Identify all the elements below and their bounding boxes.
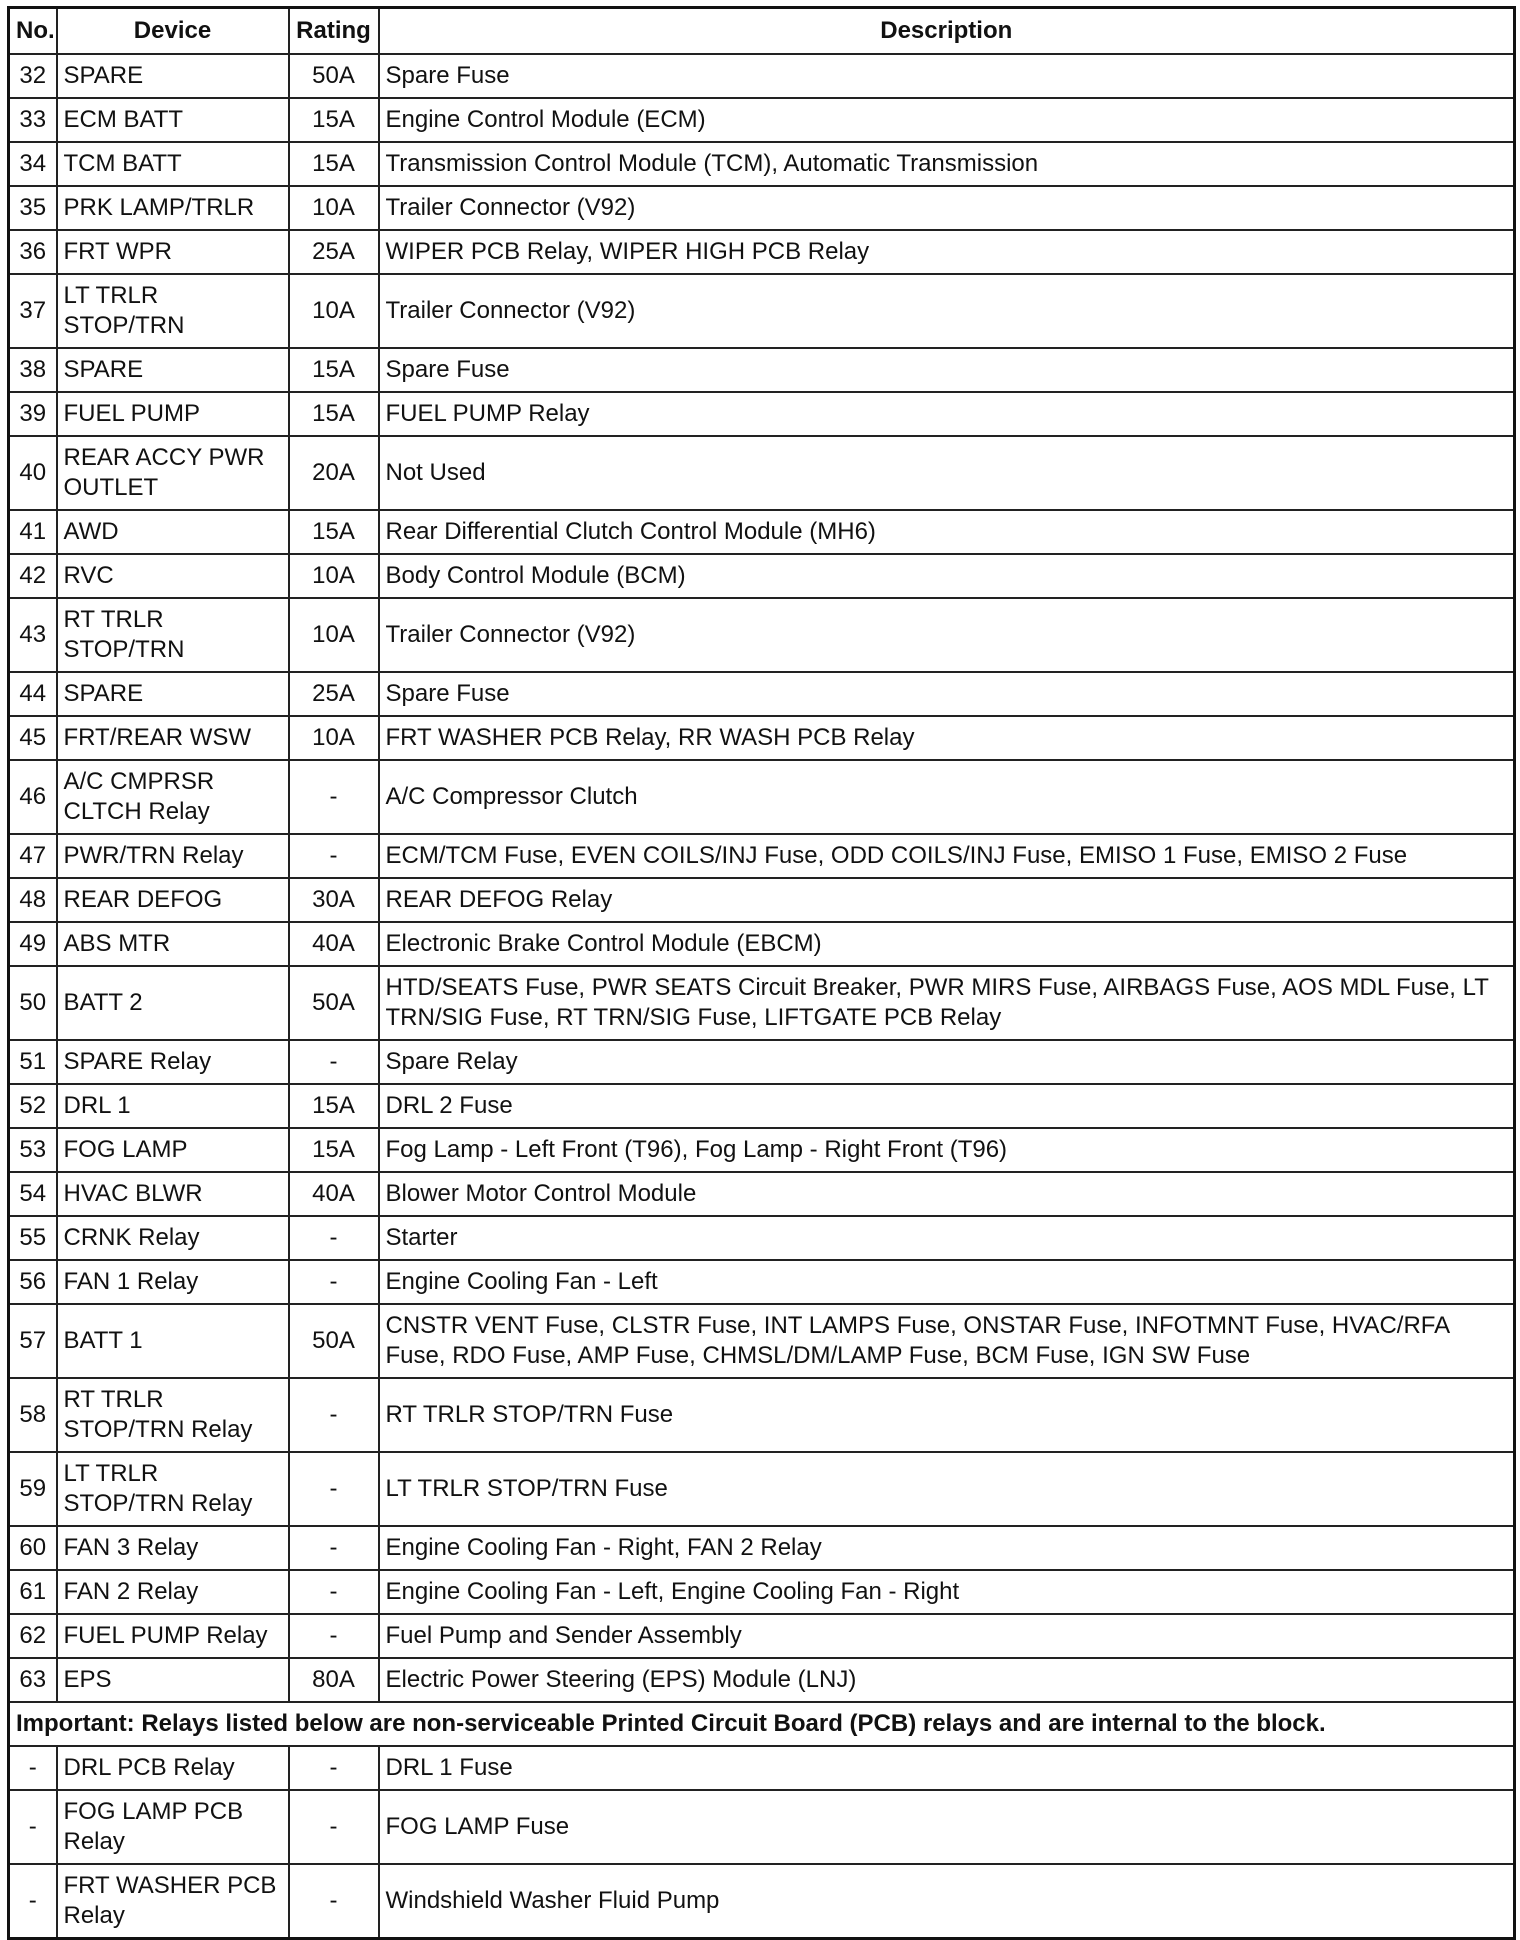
cell-device: RVC [57,554,289,598]
header-rating: Rating [289,8,379,55]
table-row [9,230,1515,274]
cell-rating: 15A [289,510,379,554]
cell-no: 52 [9,1084,57,1128]
cell-description: DRL 2 Fuse [379,1084,1515,1128]
cell-description: DRL 1 Fuse [379,1746,1515,1790]
cell-device: SPARE Relay [57,1040,289,1084]
cell-rating: 25A [289,230,379,274]
table-row [9,1526,1515,1570]
table-row [9,274,1515,348]
table-row [9,1864,1515,1939]
table-row [9,716,1515,760]
cell-rating: - [289,1216,379,1260]
cell-rating: - [289,1526,379,1570]
cell-device: HVAC BLWR [57,1172,289,1216]
table-row [9,1378,1515,1452]
cell-device: A/C CMPRSR CLTCH Relay [57,760,289,834]
cell-device: FAN 2 Relay [57,1570,289,1614]
cell-rating: 10A [289,274,379,348]
cell-rating: - [289,1260,379,1304]
cell-description: Blower Motor Control Module [379,1172,1515,1216]
table-row [9,1172,1515,1216]
cell-description: CNSTR VENT Fuse, CLSTR Fuse, INT LAMPS Fuse, ONSTAR Fuse, INFOTMNT Fuse, HVAC/RFA Fuse, RDO Fuse, AMP Fuse, CHMSL/DM/LAMP Fuse, BCM Fuse, IGN SW Fuse [379,1304,1515,1378]
table-row [9,598,1515,672]
cell-device: PRK LAMP/TRLR [57,186,289,230]
cell-rating: 10A [289,554,379,598]
cell-no: 58 [9,1378,57,1452]
table-row [9,1614,1515,1658]
table-row [9,98,1515,142]
cell-device: EPS [57,1658,289,1702]
fuse-table [7,6,1516,1940]
cell-no: 61 [9,1570,57,1614]
header-device: Device [57,8,289,55]
note-row [9,1702,1515,1746]
cell-description: WIPER PCB Relay, WIPER HIGH PCB Relay [379,230,1515,274]
cell-description: Body Control Module (BCM) [379,554,1515,598]
cell-no: 39 [9,392,57,436]
cell-rating: - [289,1614,379,1658]
table-row [9,922,1515,966]
cell-rating: - [289,1746,379,1790]
cell-device: FRT/REAR WSW [57,716,289,760]
cell-device: RT TRLR STOP/TRN Relay [57,1378,289,1452]
cell-description: Engine Cooling Fan - Right, FAN 2 Relay [379,1526,1515,1570]
cell-description: Fog Lamp - Left Front (T96), Fog Lamp - Right Front (T96) [379,1128,1515,1172]
cell-device: SPARE [57,672,289,716]
important-note: Important: Relays listed below are non-serviceable Printed Circuit Board (PCB) relays and are internal to the block. [9,1702,1515,1746]
cell-device: LT TRLR STOP/TRN Relay [57,1452,289,1526]
cell-rating: 15A [289,348,379,392]
cell-device: REAR DEFOG [57,878,289,922]
cell-description: FOG LAMP Fuse [379,1790,1515,1864]
table-row [9,1084,1515,1128]
cell-no: 33 [9,98,57,142]
table-row [9,1040,1515,1084]
cell-device: TCM BATT [57,142,289,186]
cell-description: Starter [379,1216,1515,1260]
table-row [9,1790,1515,1864]
cell-device: LT TRLR STOP/TRN [57,274,289,348]
cell-description: Trailer Connector (V92) [379,274,1515,348]
cell-no: 51 [9,1040,57,1084]
cell-description: Trailer Connector (V92) [379,186,1515,230]
cell-device: BATT 1 [57,1304,289,1378]
cell-rating: 80A [289,1658,379,1702]
cell-no: 41 [9,510,57,554]
cell-rating: 50A [289,966,379,1040]
cell-rating: 10A [289,598,379,672]
cell-description: Transmission Control Module (TCM), Automatic Transmission [379,142,1515,186]
cell-no: 44 [9,672,57,716]
cell-description: Windshield Washer Fluid Pump [379,1864,1515,1939]
cell-device: FUEL PUMP Relay [57,1614,289,1658]
cell-rating: 25A [289,672,379,716]
table-row [9,1746,1515,1790]
cell-rating: 15A [289,1084,379,1128]
table-row [9,142,1515,186]
cell-description: Fuel Pump and Sender Assembly [379,1614,1515,1658]
cell-no: 36 [9,230,57,274]
cell-description: ECM/TCM Fuse, EVEN COILS/INJ Fuse, ODD COILS/INJ Fuse, EMISO 1 Fuse, EMISO 2 Fuse [379,834,1515,878]
table-row [9,1570,1515,1614]
table-row [9,1304,1515,1378]
table-row [9,54,1515,98]
cell-rating: 40A [289,922,379,966]
cell-no: 49 [9,922,57,966]
cell-no: 59 [9,1452,57,1526]
cell-device: FRT WPR [57,230,289,274]
cell-no: 50 [9,966,57,1040]
cell-no: 42 [9,554,57,598]
cell-device: PWR/TRN Relay [57,834,289,878]
table-row [9,966,1515,1040]
cell-device: FRT WASHER PCB Relay [57,1864,289,1939]
table-row [9,760,1515,834]
cell-description: Engine Cooling Fan - Left, Engine Cooling Fan - Right [379,1570,1515,1614]
cell-description: Spare Relay [379,1040,1515,1084]
cell-no: 54 [9,1172,57,1216]
cell-device: DRL 1 [57,1084,289,1128]
cell-rating: 30A [289,878,379,922]
cell-description: Spare Fuse [379,54,1515,98]
table-row [9,834,1515,878]
cell-no: 35 [9,186,57,230]
header-row [9,8,1515,55]
cell-description: A/C Compressor Clutch [379,760,1515,834]
table-row [9,392,1515,436]
cell-description: Electric Power Steering (EPS) Module (LNJ) [379,1658,1515,1702]
cell-no: 55 [9,1216,57,1260]
cell-description: Engine Cooling Fan - Left [379,1260,1515,1304]
cell-no: 47 [9,834,57,878]
cell-description: HTD/SEATS Fuse, PWR SEATS Circuit Breaker, PWR MIRS Fuse, AIRBAGS Fuse, AOS MDL Fuse, LT TRN/SIG Fuse, RT TRN/SIG Fuse, LIFTGATE PCB Relay [379,966,1515,1040]
cell-rating: 50A [289,54,379,98]
header-description: Description [379,8,1515,55]
cell-description: Electronic Brake Control Module (EBCM) [379,922,1515,966]
table-row [9,878,1515,922]
cell-device: DRL PCB Relay [57,1746,289,1790]
cell-rating: 15A [289,392,379,436]
cell-device: SPARE [57,54,289,98]
cell-no: 37 [9,274,57,348]
cell-description: REAR DEFOG Relay [379,878,1515,922]
cell-rating: - [289,1378,379,1452]
cell-rating: - [289,1570,379,1614]
cell-device: ECM BATT [57,98,289,142]
cell-rating: 15A [289,98,379,142]
cell-device: FUEL PUMP [57,392,289,436]
table-body [9,54,1515,1939]
cell-no: 56 [9,1260,57,1304]
cell-rating: 20A [289,436,379,510]
cell-no: 53 [9,1128,57,1172]
cell-description: FRT WASHER PCB Relay, RR WASH PCB Relay [379,716,1515,760]
cell-no: 60 [9,1526,57,1570]
table-header [9,8,1515,55]
cell-device: REAR ACCY PWR OUTLET [57,436,289,510]
table-row [9,672,1515,716]
cell-device: ABS MTR [57,922,289,966]
cell-rating: - [289,1790,379,1864]
cell-description: Engine Control Module (ECM) [379,98,1515,142]
cell-rating: 15A [289,1128,379,1172]
cell-rating: 10A [289,186,379,230]
cell-device: BATT 2 [57,966,289,1040]
cell-no: 46 [9,760,57,834]
header-no: No. [9,8,57,55]
cell-rating: 15A [289,142,379,186]
cell-description: Not Used [379,436,1515,510]
cell-description: Spare Fuse [379,672,1515,716]
cell-no: 34 [9,142,57,186]
cell-no: 62 [9,1614,57,1658]
table-row [9,554,1515,598]
cell-description: FUEL PUMP Relay [379,392,1515,436]
cell-no: 38 [9,348,57,392]
cell-rating: - [289,1864,379,1939]
cell-no: - [9,1864,57,1939]
cell-device: FAN 1 Relay [57,1260,289,1304]
cell-no: 48 [9,878,57,922]
cell-description: LT TRLR STOP/TRN Fuse [379,1452,1515,1526]
cell-description: Trailer Connector (V92) [379,598,1515,672]
cell-description: RT TRLR STOP/TRN Fuse [379,1378,1515,1452]
cell-no: - [9,1746,57,1790]
cell-description: Rear Differential Clutch Control Module (MH6) [379,510,1515,554]
cell-rating: - [289,1040,379,1084]
cell-rating: 40A [289,1172,379,1216]
cell-no: 40 [9,436,57,510]
cell-no: 63 [9,1658,57,1702]
cell-no: 57 [9,1304,57,1378]
cell-no: - [9,1790,57,1864]
cell-device: AWD [57,510,289,554]
cell-no: 32 [9,54,57,98]
table-row [9,1658,1515,1702]
table-row [9,436,1515,510]
table-row [9,348,1515,392]
cell-rating: 10A [289,716,379,760]
table-row [9,1452,1515,1526]
cell-rating: - [289,834,379,878]
cell-device: FOG LAMP [57,1128,289,1172]
table-row [9,510,1515,554]
table-row [9,186,1515,230]
cell-rating: - [289,1452,379,1526]
table-row [9,1128,1515,1172]
table-row [9,1216,1515,1260]
cell-device: FOG LAMP PCB Relay [57,1790,289,1864]
cell-no: 45 [9,716,57,760]
cell-description: Spare Fuse [379,348,1515,392]
cell-device: SPARE [57,348,289,392]
cell-rating: 50A [289,1304,379,1378]
cell-device: FAN 3 Relay [57,1526,289,1570]
cell-rating: - [289,760,379,834]
cell-device: CRNK Relay [57,1216,289,1260]
cell-no: 43 [9,598,57,672]
cell-device: RT TRLR STOP/TRN [57,598,289,672]
table-row [9,1260,1515,1304]
